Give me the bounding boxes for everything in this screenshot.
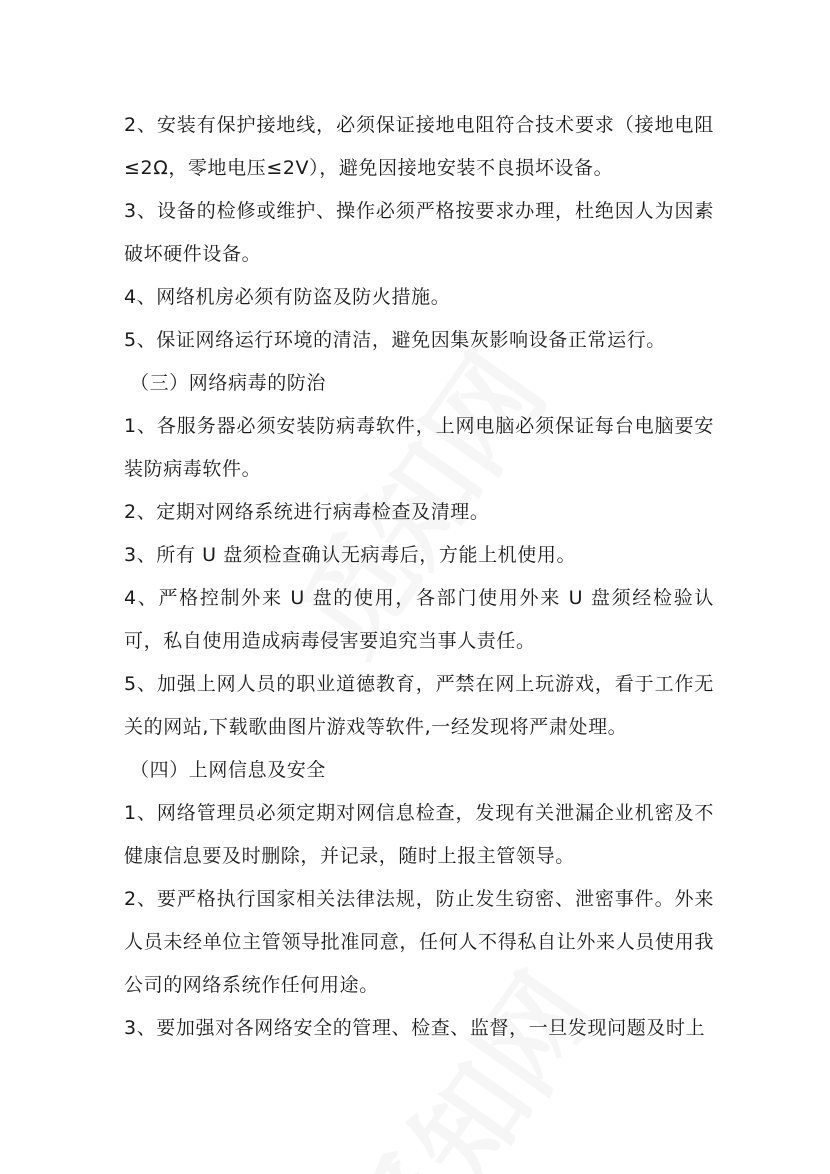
paragraph-item-4-theft-fire: 4、网络机房必须有防盗及防火措施。 [124,286,451,308]
paragraph-item-3-maintenance: 3、设备的检修或维护、操作必须严格按要求办理，杜绝因人为因素破坏硬件设备。 [124,200,714,265]
paragraph-item-5-cleanliness: 5、保证网络运行环境的清洁，避免因集灰影响设备正常运行。 [124,329,666,351]
paragraph-virus-5: 5、加强上网人员的职业道德教育，严禁在网上玩游戏，看于工作无关的网站,下载歌曲图片游戏等软件,一经发现将严肃处理。 [124,673,714,738]
paragraph-item-2-grounding: 2、安装有保护接地线，必须保证接地电阻符合技术要求（接地电阻≤2Ω，零地电压≤2V），避免因接地安装不良损坏设备。 [124,114,714,179]
paragraph-virus-3: 3、所有 U 盘须检查确认无病毒后，方能上机使用。 [124,544,577,566]
paragraph-virus-2: 2、定期对网络系统进行病毒检查及清理。 [124,501,490,523]
paragraph-security-2: 2、要严格执行国家相关法律法规，防止发生窃密、泄密事件。外来人员未经单位主管领导批准同意，任何人不得私自让外来人员使用我公司的网络系统作任何用途。 [124,888,714,996]
paragraph-virus-1: 1、各服务器必须安装防病毒软件，上网电脑必须保证每台电脑要安装防病毒软件。 [124,415,714,480]
paragraph-security-3: 3、要加强对各网络安全的管理、检查、监督，一旦发现问题及时上 [124,1017,706,1039]
section-heading-info-security: （四）上网信息及安全 [130,759,327,781]
paragraph-virus-4: 4、严格控制外来 U 盘的使用，各部门使用外来 U 盘须经检验认可，私自使用造成病毒侵害要追究当事人责任。 [124,587,714,652]
section-heading-virus: （三）网络病毒的防治 [130,372,327,394]
document-body [124,104,714,1050]
paragraph-security-1: 1、网络管理员必须定期对网信息检查，发现有关泄漏企业机密及不健康信息要及时删除，并记录，随时上报主管领导。 [124,802,714,867]
